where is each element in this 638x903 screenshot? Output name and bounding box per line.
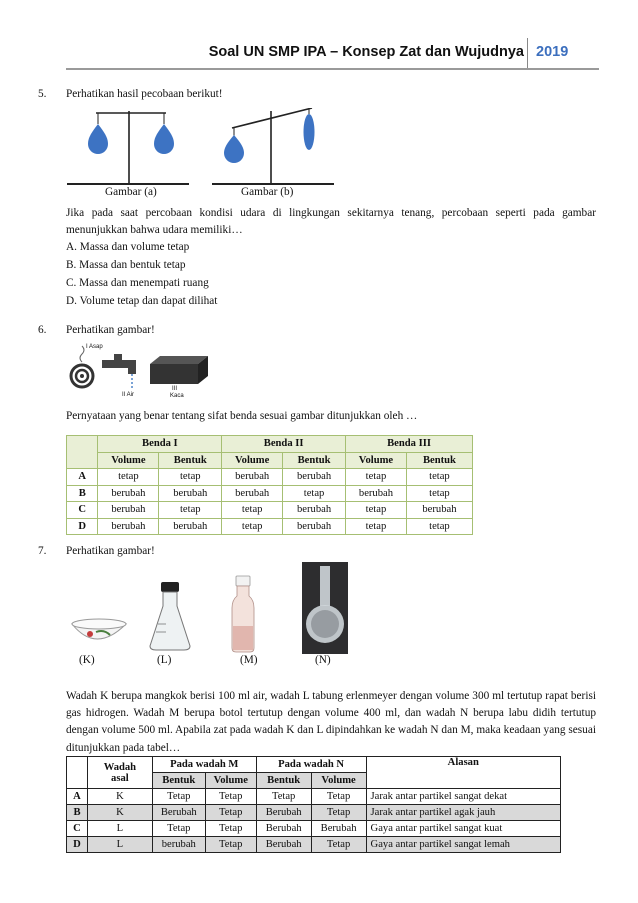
header-alasan: Alasan	[366, 757, 560, 789]
group-header: Benda I	[98, 436, 222, 453]
subheader: Volume	[311, 773, 366, 789]
option-d: D. Volume tetap dan dapat dilihat	[66, 295, 218, 307]
table-cell: tetap	[406, 469, 472, 486]
smoke-coil-icon	[71, 344, 103, 387]
option-c: C. Massa dan menempati ruang	[66, 277, 209, 289]
table-cell: berubah	[152, 837, 205, 853]
table-corner	[67, 436, 98, 469]
balloon-icon	[224, 135, 244, 163]
table-cell: berubah	[346, 485, 407, 502]
question-prompt: Perhatikan gambar!	[66, 324, 155, 336]
table-cell: Berubah	[256, 837, 311, 853]
row-label: B	[67, 805, 88, 821]
balloon-icon	[154, 124, 174, 154]
table-cell: Tetap	[205, 837, 256, 853]
balance-a	[67, 111, 189, 185]
containers-figure	[66, 562, 366, 654]
row-label: A	[67, 469, 98, 486]
svg-text:I Asap: I Asap	[86, 344, 103, 350]
table-cell: berubah	[406, 502, 472, 519]
question-number: 5.	[38, 88, 47, 100]
question-prompt: Perhatikan hasil pecobaan berikut!	[66, 88, 223, 100]
header-rule	[66, 68, 599, 70]
caption-m: (M)	[240, 654, 258, 666]
table-cell: tetap	[346, 502, 407, 519]
table-row	[67, 821, 561, 837]
table-cell: K	[87, 789, 152, 805]
subheader: Bentuk	[406, 452, 472, 469]
table-cell: Tetap	[205, 821, 256, 837]
caption-k: (K)	[79, 654, 95, 666]
faucet-icon	[102, 354, 136, 398]
glass-block-icon	[150, 356, 208, 398]
table-cell: K	[87, 805, 152, 821]
table-cell: tetap	[222, 502, 283, 519]
question-text: Wadah K berupa mangkok berisi 100 ml air, wadah L tabung erlenmeyer dengan volume 300 ml tertutup rapat berisi gas hidrogen. Wadah M berupa botol tertutup dengan volume 400 ml, dan wadah N berupa labu didih tertutup dengan volume 500 ml. Apabila zat pada wadah K dan L dipindahkan ke wadah N dan M, maka keadaan yang sesuai ditunjukkan pada tabel…	[66, 690, 596, 754]
table-cell: berubah	[159, 518, 222, 535]
subheader: Bentuk	[256, 773, 311, 789]
subheader: Volume	[222, 452, 283, 469]
subheader: Volume	[346, 452, 407, 469]
balloon-icon	[88, 124, 108, 154]
table-cell: tetap	[98, 469, 159, 486]
bowl-icon	[72, 619, 126, 639]
table-row	[67, 837, 561, 853]
table-cell: Berubah	[311, 821, 366, 837]
table-q6	[66, 435, 473, 535]
table-cell: tetap	[159, 469, 222, 486]
table-cell: berubah	[98, 518, 159, 535]
balance-figure	[66, 108, 346, 186]
erlenmeyer-icon	[150, 582, 190, 650]
option-a: A. Massa dan volume tetap	[66, 241, 190, 253]
table-cell: Berubah	[256, 821, 311, 837]
table-cell: Jarak antar partikel sangat dekat	[366, 789, 560, 805]
table-cell: Berubah	[152, 805, 205, 821]
caption-b: Gambar (b)	[241, 186, 294, 198]
table-cell: berubah	[283, 502, 346, 519]
table-cell: Tetap	[311, 805, 366, 821]
table-corner	[67, 757, 88, 789]
round-flask-icon	[302, 562, 348, 654]
page-title: Soal UN SMP IPA – Konsep Zat dan Wujudnya	[208, 44, 524, 60]
svg-text:III: III	[172, 386, 178, 392]
page-header	[0, 20, 638, 70]
table-row	[67, 789, 561, 805]
table-cell: Tetap	[311, 789, 366, 805]
subheader: Bentuk	[159, 452, 222, 469]
table-q7	[66, 756, 561, 853]
header-separator	[527, 38, 528, 70]
table-cell: Gaya antar partikel sangat kuat	[366, 821, 560, 837]
table-cell: Tetap	[205, 805, 256, 821]
balance-b	[212, 108, 334, 185]
table-cell: Berubah	[256, 805, 311, 821]
subheader: Volume	[205, 773, 256, 789]
table-cell: tetap	[222, 518, 283, 535]
table-cell: berubah	[222, 485, 283, 502]
objects-figure	[66, 340, 216, 398]
row-label: B	[67, 485, 98, 502]
table-cell: Jarak antar partikel agak jauh	[366, 805, 560, 821]
table-cell: Tetap	[152, 789, 205, 805]
table-cell: Tetap	[205, 789, 256, 805]
group-header: Benda II	[222, 436, 346, 453]
table-cell: berubah	[98, 502, 159, 519]
table-cell: L	[87, 821, 152, 837]
caption-l: (L)	[157, 654, 172, 666]
table-cell: Tetap	[311, 837, 366, 853]
subheader: Bentuk	[283, 452, 346, 469]
deflated-balloon-icon	[304, 114, 315, 150]
table-cell: Tetap	[256, 789, 311, 805]
page-year: 2019	[536, 44, 569, 60]
question-number: 6.	[38, 324, 47, 336]
question-prompt: Perhatikan gambar!	[66, 545, 155, 557]
table-row	[67, 805, 561, 821]
table-row	[67, 502, 473, 519]
svg-text:II Air: II Air	[122, 392, 135, 398]
question-text: Pernyataan yang benar tentang sifat benda sesuai gambar ditunjukkan oleh …	[66, 410, 418, 422]
header-wadah-n: Pada wadah N	[256, 757, 366, 773]
caption-n: (N)	[315, 654, 331, 666]
table-cell: berubah	[222, 469, 283, 486]
row-label: C	[67, 502, 98, 519]
table-cell: L	[87, 837, 152, 853]
subheader: Volume	[98, 452, 159, 469]
table-cell: berubah	[283, 469, 346, 486]
table-row	[67, 485, 473, 502]
table-subheader-row	[67, 452, 473, 469]
table-cell: tetap	[346, 469, 407, 486]
group-header: Benda III	[346, 436, 473, 453]
question-text: Jika pada saat percobaan kondisi udara di lingkungan sekitarnya tenang, percobaan seperti pada gambar menunjukkan bahwa udara memiliki…	[66, 207, 596, 237]
table-cell: berubah	[159, 485, 222, 502]
option-b: B. Massa dan bentuk tetap	[66, 259, 186, 271]
header-wadah-asal	[87, 757, 152, 789]
row-label: D	[67, 837, 88, 853]
svg-text:Kaca: Kaca	[170, 393, 184, 398]
bottle-icon	[232, 576, 254, 652]
table-row	[67, 518, 473, 535]
table-cell: tetap	[406, 518, 472, 535]
table-cell: berubah	[283, 518, 346, 535]
table-cell: Gaya antar partikel sangat lemah	[366, 837, 560, 853]
table-cell: tetap	[406, 485, 472, 502]
subheader: Bentuk	[152, 773, 205, 789]
header-wadah-m: Pada wadah M	[152, 757, 256, 773]
header-wadah-line2: asal	[111, 772, 129, 784]
table-cell: tetap	[283, 485, 346, 502]
row-label: C	[67, 821, 88, 837]
table-cell: tetap	[159, 502, 222, 519]
question-number: 7.	[38, 545, 47, 557]
table-cell: tetap	[346, 518, 407, 535]
table-row	[67, 469, 473, 486]
table-cell: Tetap	[152, 821, 205, 837]
table-cell: berubah	[98, 485, 159, 502]
table-header-row	[67, 436, 473, 453]
row-label: D	[67, 518, 98, 535]
row-label: A	[67, 789, 88, 805]
header-wadah-line1: Wadah	[103, 761, 137, 773]
caption-a: Gambar (a)	[105, 186, 157, 198]
